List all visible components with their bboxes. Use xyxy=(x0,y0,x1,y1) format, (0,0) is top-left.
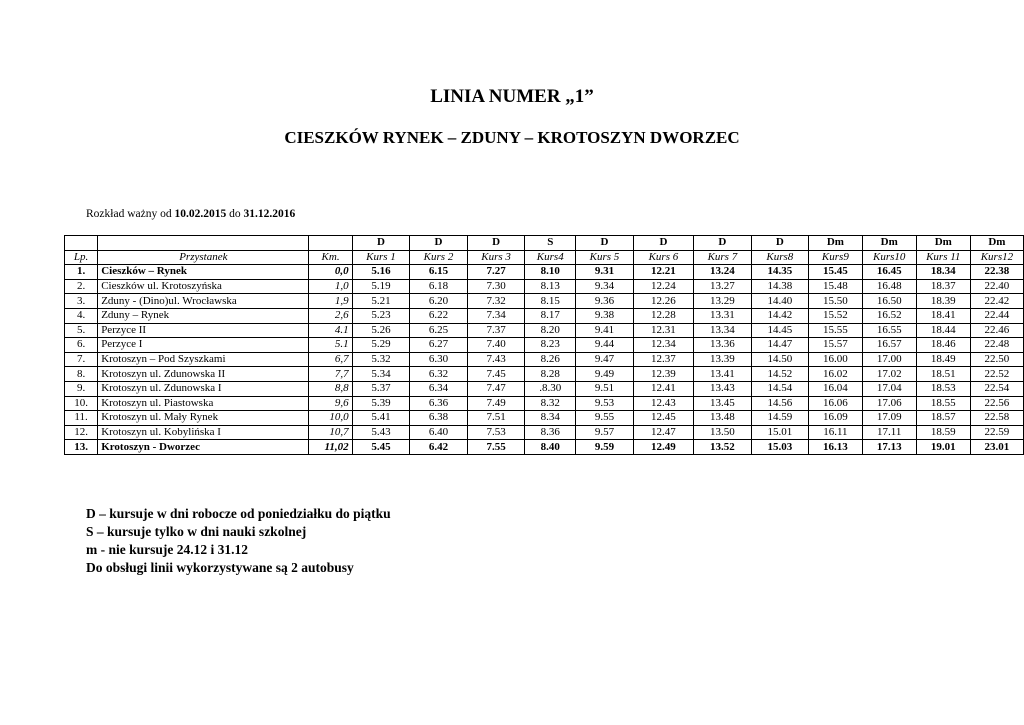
departure-time: 12.47 xyxy=(633,425,693,440)
header-stop: Przystanek xyxy=(98,250,309,265)
departure-time: 12.41 xyxy=(633,381,693,396)
row-number: 4. xyxy=(65,308,98,323)
departure-time: 6.36 xyxy=(410,396,468,411)
stop-name: Perzyce I xyxy=(98,338,309,353)
stop-name: Krotoszyn ul. Zdunowska II xyxy=(98,367,309,382)
departure-time: 19.01 xyxy=(916,440,970,455)
distance-km: 2,6 xyxy=(309,308,352,323)
row-number: 9. xyxy=(65,381,98,396)
departure-time: 14.40 xyxy=(751,294,808,309)
departure-time: 14.42 xyxy=(751,308,808,323)
departure-time: 17.13 xyxy=(862,440,916,455)
departure-time: 8.36 xyxy=(525,425,576,440)
departure-time: 18.34 xyxy=(916,265,970,280)
departure-time: 13.36 xyxy=(694,338,752,353)
departure-time: 15.03 xyxy=(751,440,808,455)
departure-time: 22.58 xyxy=(970,411,1023,426)
timetable xyxy=(64,235,1024,455)
row-number: 11. xyxy=(65,411,98,426)
departure-time: 13.41 xyxy=(694,367,752,382)
day-code: D xyxy=(352,236,410,251)
departure-time: 12.49 xyxy=(633,440,693,455)
departure-time: 6.32 xyxy=(410,367,468,382)
table-row xyxy=(65,279,1024,294)
departure-time: 22.40 xyxy=(970,279,1023,294)
distance-km: 6,7 xyxy=(309,352,352,367)
page-title: LINIA NUMER „1” xyxy=(430,86,594,107)
departure-time: 12.24 xyxy=(633,279,693,294)
departure-time: 18.59 xyxy=(916,425,970,440)
empty-cell xyxy=(98,236,309,251)
header-row xyxy=(65,250,1024,265)
departure-time: 16.09 xyxy=(809,411,863,426)
departure-time: 23.01 xyxy=(970,440,1023,455)
day-codes-row xyxy=(65,236,1024,251)
departure-time: 8.23 xyxy=(525,338,576,353)
departure-time: 8.17 xyxy=(525,308,576,323)
stop-name: Krotoszyn ul. Mały Rynek xyxy=(98,411,309,426)
departure-time: 14.52 xyxy=(751,367,808,382)
distance-km: 4.1 xyxy=(309,323,352,338)
departure-time: 15.55 xyxy=(809,323,863,338)
departure-time: 7.55 xyxy=(467,440,525,455)
row-number: 3. xyxy=(65,294,98,309)
departure-time: 8.15 xyxy=(525,294,576,309)
departure-time: 9.53 xyxy=(576,396,634,411)
distance-km: 1,0 xyxy=(309,279,352,294)
departure-time: 5.41 xyxy=(352,411,410,426)
distance-km: 10,0 xyxy=(309,411,352,426)
departure-time: 12.37 xyxy=(633,352,693,367)
departure-time: 18.44 xyxy=(916,323,970,338)
departure-time: 5.23 xyxy=(352,308,410,323)
departure-time: 16.13 xyxy=(809,440,863,455)
departure-time: 14.47 xyxy=(751,338,808,353)
day-code: D xyxy=(751,236,808,251)
stop-name: Zduny – Rynek xyxy=(98,308,309,323)
departure-time: 14.38 xyxy=(751,279,808,294)
departure-time: 14.45 xyxy=(751,323,808,338)
distance-km: 10,7 xyxy=(309,425,352,440)
empty-cell xyxy=(309,236,352,251)
departure-time: 5.45 xyxy=(352,440,410,455)
departure-time: 15.48 xyxy=(809,279,863,294)
departure-time: 7.43 xyxy=(467,352,525,367)
day-code: Dm xyxy=(916,236,970,251)
departure-time: 7.47 xyxy=(467,381,525,396)
departure-time: 13.43 xyxy=(694,381,752,396)
departure-time: 8.10 xyxy=(525,265,576,280)
row-number: 2. xyxy=(65,279,98,294)
departure-time: 9.55 xyxy=(576,411,634,426)
departure-time: 8.40 xyxy=(525,440,576,455)
departure-time: 8.26 xyxy=(525,352,576,367)
departure-time: 13.50 xyxy=(694,425,752,440)
distance-km: 9,6 xyxy=(309,396,352,411)
row-number: 6. xyxy=(65,338,98,353)
table-row xyxy=(65,411,1024,426)
departure-time: .8.30 xyxy=(525,381,576,396)
departure-time: 7.49 xyxy=(467,396,525,411)
departure-time: 18.53 xyxy=(916,381,970,396)
day-code: D xyxy=(633,236,693,251)
row-number: 8. xyxy=(65,367,98,382)
departure-time: 6.38 xyxy=(410,411,468,426)
departure-time: 12.21 xyxy=(633,265,693,280)
departure-time: 16.00 xyxy=(809,352,863,367)
departure-time: 17.00 xyxy=(862,352,916,367)
departure-time: 12.39 xyxy=(633,367,693,382)
distance-km: 11,02 xyxy=(309,440,352,455)
day-code: Dm xyxy=(862,236,916,251)
stop-name: Krotoszyn ul. Zdunowska I xyxy=(98,381,309,396)
table-row xyxy=(65,265,1024,280)
departure-time: 16.48 xyxy=(862,279,916,294)
row-number: 5. xyxy=(65,323,98,338)
legend-line: D – kursuje w dni robocze od poniedziałku do piątku xyxy=(86,506,391,521)
departure-time: 16.52 xyxy=(862,308,916,323)
departure-time: 18.49 xyxy=(916,352,970,367)
departure-time: 9.31 xyxy=(576,265,634,280)
departure-time: 22.42 xyxy=(970,294,1023,309)
table-row xyxy=(65,323,1024,338)
departure-time: 9.38 xyxy=(576,308,634,323)
course-header: Kurs8 xyxy=(751,250,808,265)
table-row xyxy=(65,367,1024,382)
stop-name: Krotoszyn – Pod Szyszkami xyxy=(98,352,309,367)
departure-time: 6.20 xyxy=(410,294,468,309)
departure-time: 18.55 xyxy=(916,396,970,411)
departure-time: 17.11 xyxy=(862,425,916,440)
departure-time: 22.38 xyxy=(970,265,1023,280)
course-header: Kurs9 xyxy=(809,250,863,265)
validity-to: 31.12.2016 xyxy=(243,208,296,220)
header-lp: Lp. xyxy=(65,250,98,265)
departure-time: 15.52 xyxy=(809,308,863,323)
departure-time: 7.51 xyxy=(467,411,525,426)
departure-time: 14.59 xyxy=(751,411,808,426)
departure-time: 13.52 xyxy=(694,440,752,455)
departure-time: 14.35 xyxy=(751,265,808,280)
departure-time: 18.51 xyxy=(916,367,970,382)
empty-cell xyxy=(65,236,98,251)
departure-time: 9.59 xyxy=(576,440,634,455)
departure-time: 6.30 xyxy=(410,352,468,367)
departure-time: 15.57 xyxy=(809,338,863,353)
course-header: Kurs 1 xyxy=(352,250,410,265)
stop-name: Krotoszyn - Dworzec xyxy=(98,440,309,455)
day-code: D xyxy=(467,236,525,251)
day-code: Dm xyxy=(809,236,863,251)
departure-time: 5.43 xyxy=(352,425,410,440)
departure-time: 8.32 xyxy=(525,396,576,411)
departure-time: 12.45 xyxy=(633,411,693,426)
departure-time: 7.45 xyxy=(467,367,525,382)
table-row xyxy=(65,440,1024,455)
departure-time: 22.46 xyxy=(970,323,1023,338)
departure-time: 8.28 xyxy=(525,367,576,382)
departure-time: 6.34 xyxy=(410,381,468,396)
stop-name: Krotoszyn ul. Piastowska xyxy=(98,396,309,411)
departure-time: 6.22 xyxy=(410,308,468,323)
table-row xyxy=(65,425,1024,440)
table-row xyxy=(65,381,1024,396)
legend-line: m - nie kursuje 24.12 i 31.12 xyxy=(86,542,248,557)
departure-time: 17.06 xyxy=(862,396,916,411)
departure-time: 18.46 xyxy=(916,338,970,353)
departure-time: 18.39 xyxy=(916,294,970,309)
course-header: Kurs 2 xyxy=(410,250,468,265)
departure-time: 13.31 xyxy=(694,308,752,323)
course-header: Kurs 11 xyxy=(916,250,970,265)
departure-time: 9.36 xyxy=(576,294,634,309)
departure-time: 7.27 xyxy=(467,265,525,280)
legend-line: Do obsługi linii wykorzystywane są 2 autobusy xyxy=(86,560,354,575)
departure-time: 7.40 xyxy=(467,338,525,353)
departure-time: 13.48 xyxy=(694,411,752,426)
day-code: D xyxy=(694,236,752,251)
course-header: Kurs4 xyxy=(525,250,576,265)
departure-time: 22.50 xyxy=(970,352,1023,367)
departure-time: 12.26 xyxy=(633,294,693,309)
departure-time: 22.54 xyxy=(970,381,1023,396)
departure-time: 6.40 xyxy=(410,425,468,440)
departure-time: 13.34 xyxy=(694,323,752,338)
legend-line: S – kursuje tylko w dni nauki szkolnej xyxy=(86,524,307,539)
distance-km: 5.1 xyxy=(309,338,352,353)
departure-time: 9.41 xyxy=(576,323,634,338)
departure-time: 12.43 xyxy=(633,396,693,411)
departure-time: 9.57 xyxy=(576,425,634,440)
departure-time: 14.56 xyxy=(751,396,808,411)
departure-time: 16.04 xyxy=(809,381,863,396)
day-code: D xyxy=(576,236,634,251)
departure-time: 5.32 xyxy=(352,352,410,367)
departure-time: 16.11 xyxy=(809,425,863,440)
course-header: Kurs 6 xyxy=(633,250,693,265)
departure-time: 15.01 xyxy=(751,425,808,440)
departure-time: 5.39 xyxy=(352,396,410,411)
departure-time: 7.32 xyxy=(467,294,525,309)
course-header: Kurs 7 xyxy=(694,250,752,265)
departure-time: 9.47 xyxy=(576,352,634,367)
row-number: 10. xyxy=(65,396,98,411)
departure-time: 12.34 xyxy=(633,338,693,353)
departure-time: 16.57 xyxy=(862,338,916,353)
departure-time: 16.50 xyxy=(862,294,916,309)
departure-time: 18.57 xyxy=(916,411,970,426)
stop-name: Zduny - (Dino)ul. Wrocławska xyxy=(98,294,309,309)
stop-name: Perzyce II xyxy=(98,323,309,338)
departure-time: 6.25 xyxy=(410,323,468,338)
day-code: D xyxy=(410,236,468,251)
departure-time: 15.50 xyxy=(809,294,863,309)
departure-time: 6.42 xyxy=(410,440,468,455)
departure-time: 22.59 xyxy=(970,425,1023,440)
departure-time: 5.34 xyxy=(352,367,410,382)
departure-time: 13.45 xyxy=(694,396,752,411)
departure-time: 5.16 xyxy=(352,265,410,280)
departure-time: 17.09 xyxy=(862,411,916,426)
distance-km: 7,7 xyxy=(309,367,352,382)
table-row xyxy=(65,396,1024,411)
departure-time: 7.30 xyxy=(467,279,525,294)
course-header: Kurs 3 xyxy=(467,250,525,265)
departure-time: 13.27 xyxy=(694,279,752,294)
day-code: Dm xyxy=(970,236,1023,251)
table-row xyxy=(65,338,1024,353)
departure-time: 16.55 xyxy=(862,323,916,338)
departure-time: 8.13 xyxy=(525,279,576,294)
validity-prefix: Rozkład ważny od xyxy=(86,208,175,220)
departure-time: 22.56 xyxy=(970,396,1023,411)
departure-time: 8.34 xyxy=(525,411,576,426)
departure-time: 9.44 xyxy=(576,338,634,353)
departure-time: 17.02 xyxy=(862,367,916,382)
stop-name: Cieszków ul. Krotoszyńska xyxy=(98,279,309,294)
day-code: S xyxy=(525,236,576,251)
course-header: Kurs 5 xyxy=(576,250,634,265)
row-number: 13. xyxy=(65,440,98,455)
validity-mid: do xyxy=(226,208,244,220)
departure-time: 13.24 xyxy=(694,265,752,280)
departure-time: 18.37 xyxy=(916,279,970,294)
departure-time: 5.37 xyxy=(352,381,410,396)
departure-time: 7.34 xyxy=(467,308,525,323)
departure-time: 22.48 xyxy=(970,338,1023,353)
validity-from: 10.02.2015 xyxy=(174,208,227,220)
departure-time: 22.44 xyxy=(970,308,1023,323)
departure-time: 16.45 xyxy=(862,265,916,280)
departure-time: 17.04 xyxy=(862,381,916,396)
table-row xyxy=(65,308,1024,323)
departure-time: 5.29 xyxy=(352,338,410,353)
departure-time: 8.20 xyxy=(525,323,576,338)
departure-time: 16.06 xyxy=(809,396,863,411)
departure-time: 18.41 xyxy=(916,308,970,323)
route-subtitle: CIESZKÓW RYNEK – ZDUNY – KROTOSZYN DWORZEC xyxy=(284,128,740,147)
departure-time: 12.28 xyxy=(633,308,693,323)
departure-time: 6.27 xyxy=(410,338,468,353)
departure-time: 16.02 xyxy=(809,367,863,382)
stop-name: Cieszków – Rynek xyxy=(98,265,309,280)
validity-note xyxy=(86,208,295,220)
departure-time: 7.53 xyxy=(467,425,525,440)
departure-time: 13.29 xyxy=(694,294,752,309)
departure-time: 6.15 xyxy=(410,265,468,280)
departure-time: 14.54 xyxy=(751,381,808,396)
departure-time: 13.39 xyxy=(694,352,752,367)
distance-km: 8,8 xyxy=(309,381,352,396)
row-number: 1. xyxy=(65,265,98,280)
distance-km: 1,9 xyxy=(309,294,352,309)
table-row xyxy=(65,294,1024,309)
departure-time: 5.21 xyxy=(352,294,410,309)
departure-time: 5.19 xyxy=(352,279,410,294)
departure-time: 5.26 xyxy=(352,323,410,338)
legend-notes xyxy=(86,505,391,577)
departure-time: 12.31 xyxy=(633,323,693,338)
row-number: 7. xyxy=(65,352,98,367)
departure-time: 22.52 xyxy=(970,367,1023,382)
stop-name: Krotoszyn ul. Kobylińska I xyxy=(98,425,309,440)
course-header: Kurs10 xyxy=(862,250,916,265)
departure-time: 9.34 xyxy=(576,279,634,294)
departure-time: 9.51 xyxy=(576,381,634,396)
departure-time: 9.49 xyxy=(576,367,634,382)
departure-time: 6.18 xyxy=(410,279,468,294)
course-header: Kurs12 xyxy=(970,250,1023,265)
distance-km: 0,0 xyxy=(309,265,352,280)
header-km: Km. xyxy=(309,250,352,265)
row-number: 12. xyxy=(65,425,98,440)
departure-time: 14.50 xyxy=(751,352,808,367)
departure-time: 7.37 xyxy=(467,323,525,338)
table-row xyxy=(65,352,1024,367)
departure-time: 15.45 xyxy=(809,265,863,280)
